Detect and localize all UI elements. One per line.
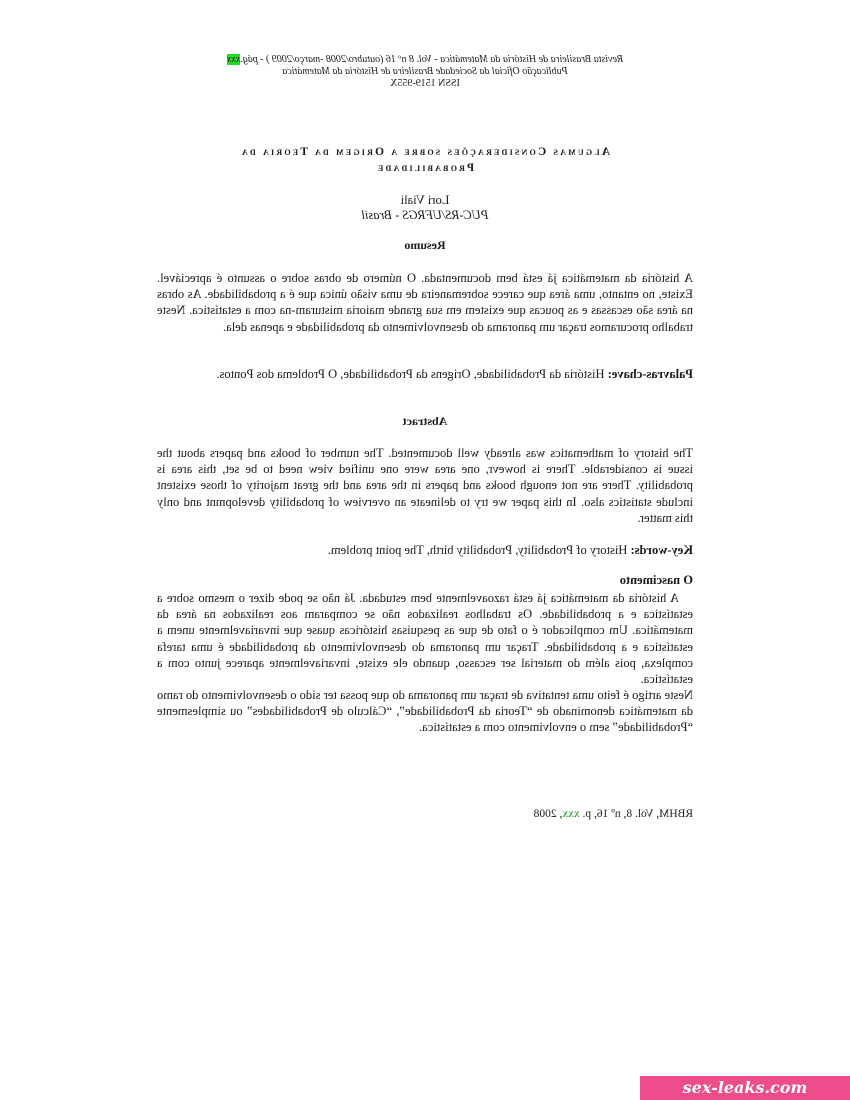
paper-title-line-2: Probabilidade (375, 162, 475, 174)
page-placeholder-highlight: xxx (226, 54, 241, 65)
footer-citation: RBHM, Vol. 8, nº 16, p. (582, 808, 693, 820)
author-affiliation: PUC-RS/UFRGS - Brasil (361, 208, 489, 222)
resumo-keywords (157, 366, 693, 382)
page-footer (534, 808, 693, 820)
resumo-text: A história da matemática já está bem documentada. O número de obras sobre o assunto é apreciável. Existe, no entanto, uma área que carece sobremaneira de uma visão única que é a probabilidade. As obras na área são escassas e as poucas que existem em sua grande maioria misturam-na com a estatística. Neste trabalho procuramos traçar um panorama do desenvolvimento da probabilidade e apenas dela. (157, 271, 693, 334)
keywords-label: Key-words: (630, 543, 693, 557)
paper-title (157, 144, 693, 176)
paper-title-line-1: Algumas Considerações sobre a Origem da Teoria da (239, 146, 611, 158)
author-name: Lori Viali (400, 193, 450, 207)
footer-year: , 2008 (533, 808, 563, 820)
issn-line: ISSN 1519-955X (390, 78, 460, 89)
section-paragraph-1: A história da matemática já está razoavelmente bem estudada. Já não se pode dizer o mesmo sobre a estatística e a probabilidade. Os trabalhos realizados não se comparam aos realizados na área da matemática. Um complicador é o fato de que as pesquisas históricas quase que invariavelmente unem a estatística e a probabilidade. Traçar um panorama do desenvolvimento da probabilidade é uma tarefa complexa, pois além do material ser escasso, quando ele existe, invariavelmente aparece junto com a estatística. (157, 591, 693, 687)
publisher-line: Publicação Oficial da Sociedade Brasileira de História da Matemática (282, 66, 568, 77)
abstract-keywords (157, 542, 693, 558)
resumo-heading: Resumo (404, 238, 446, 252)
watermark-banner: sex-leaks.com (640, 1076, 850, 1100)
abstract-text: The history of mathematics was already well documented. The number of books and papers about the issue is considerable. There is howevr, one area were one unified view need to be set, this area is probability. There are not enough books and papers in the area and the great majority of those existent include statistics also. In this paper we try to delineate an overview of probability developmnt and only this matter. (157, 446, 693, 525)
abstract-heading: Abstract (402, 414, 448, 428)
journal-citation: Revista Brasileira de História da Matemática - Vol. 8 nº 16 (outubro/2008 -março/2009 ) - pág. (240, 54, 624, 65)
keywords-value: História da Probabilidade, Origens da Probabilidade, O Problema dos Pontos. (216, 367, 605, 381)
keywords-label: Palavras-chave: (607, 367, 693, 381)
journal-header-line (157, 54, 693, 66)
section-heading: O nascimento (619, 573, 693, 587)
section-paragraph-2: Neste artigo é feito uma tentativa de traçar um panorama do que possa ter sido o desenvolvimento do ramo da matemática denominado de “Teoria da Probabilidade”, “Cálculo de Probabilidades” ou simplesmente “Probabilidade” sem o envolvimento com a estatística. (157, 688, 693, 735)
footer-page-placeholder: xxx (562, 808, 580, 820)
keywords-value: History of Probability, Probability birth, The point problem. (327, 543, 628, 557)
